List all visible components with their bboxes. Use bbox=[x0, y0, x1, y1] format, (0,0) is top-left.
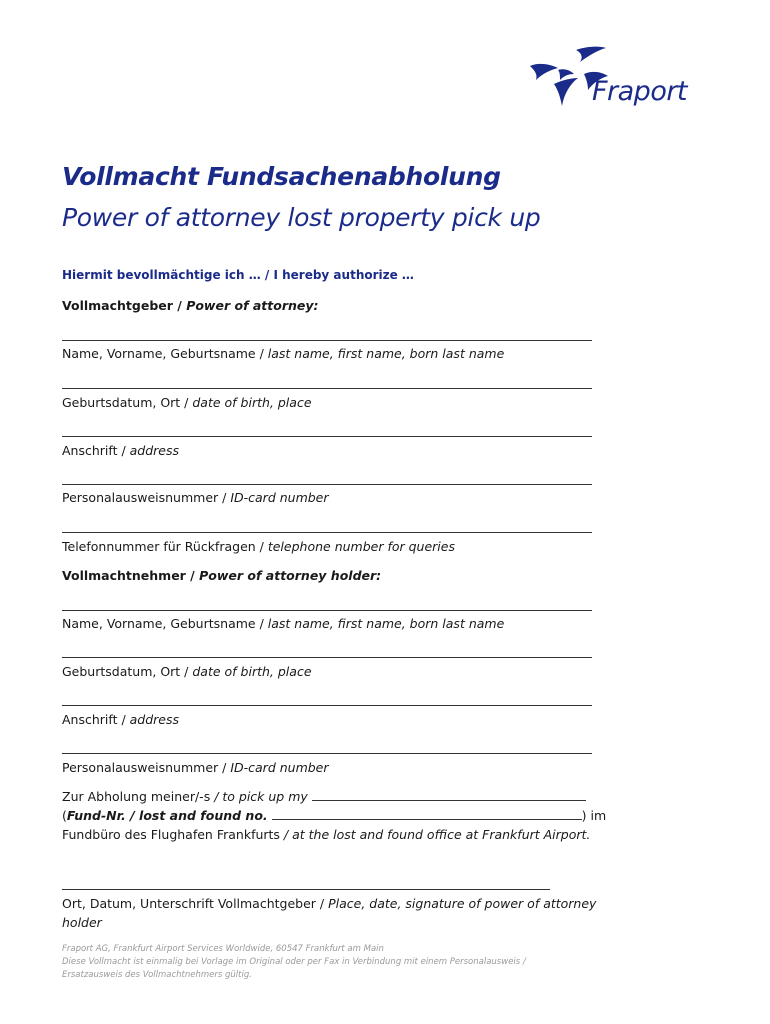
holder-heading-en: Power of attorney holder: bbox=[199, 568, 382, 583]
lost-found-number-input[interactable] bbox=[272, 809, 582, 820]
fraport-logo bbox=[528, 44, 713, 124]
holder-address-label bbox=[62, 712, 179, 727]
signature-label-en: Place, date, signature of power of attorney holder bbox=[62, 896, 597, 930]
label-en: telephone number for queries bbox=[267, 539, 455, 554]
holder-heading bbox=[62, 568, 381, 583]
paren-close: ) im bbox=[581, 808, 607, 823]
grantor-id-label bbox=[62, 490, 329, 505]
label-de: Anschrift / bbox=[62, 443, 130, 458]
label-en: date of birth, place bbox=[192, 664, 312, 679]
label-en: ID-card number bbox=[230, 760, 329, 775]
grantor-birth-input[interactable] bbox=[62, 388, 592, 389]
label-de: Personalausweisnummer / bbox=[62, 760, 231, 775]
footer bbox=[62, 943, 582, 982]
label-en: last name, first name, born last name bbox=[267, 616, 505, 631]
label-en: address bbox=[129, 443, 180, 458]
label-de: Name, Vorname, Geburtsname / bbox=[62, 346, 268, 361]
label-en: ID-card number bbox=[230, 490, 329, 505]
office-text-de: Fundbüro des Flughafen Frankfurts bbox=[62, 827, 284, 842]
label-en: address bbox=[129, 712, 180, 727]
label-en: date of birth, place bbox=[192, 395, 312, 410]
title-english: Power of attorney lost property pick up bbox=[62, 203, 541, 232]
signature-input[interactable] bbox=[62, 889, 550, 890]
holder-name-label bbox=[62, 616, 504, 631]
holder-birth-label bbox=[62, 664, 312, 679]
holder-heading-de: Vollmachtnehmer / bbox=[62, 568, 200, 583]
paren-open: ( bbox=[62, 808, 67, 823]
pickup-line-2 bbox=[62, 808, 607, 823]
grantor-phone-input[interactable] bbox=[62, 532, 592, 533]
pickup-line-1 bbox=[62, 789, 602, 804]
intro-text: Hiermit bevollmächtige ich … / I hereby authorize … bbox=[62, 268, 414, 282]
holder-birth-input[interactable] bbox=[62, 657, 592, 658]
grantor-heading-en: Power of attorney: bbox=[186, 298, 319, 313]
label-de: Personalausweisnummer / bbox=[62, 490, 231, 505]
grantor-heading-de: Vollmachtgeber / bbox=[62, 298, 187, 313]
label-de: Geburtsdatum, Ort / bbox=[62, 664, 193, 679]
label-de: Anschrift / bbox=[62, 712, 130, 727]
signature-label-de: Ort, Datum, Unterschrift Vollmachtgeber / bbox=[62, 896, 329, 911]
holder-id-label bbox=[62, 760, 329, 775]
title-german: Vollmacht Fundsachenabholung bbox=[62, 162, 501, 191]
grantor-birth-label bbox=[62, 395, 312, 410]
logo-text: Fraport bbox=[592, 76, 688, 107]
pickup-item-input[interactable] bbox=[312, 790, 586, 801]
pickup-line-3 bbox=[62, 827, 602, 842]
grantor-id-input[interactable] bbox=[62, 484, 592, 485]
label-de: Name, Vorname, Geburtsname / bbox=[62, 616, 268, 631]
label-de: Telefonnummer für Rückfragen / bbox=[62, 539, 268, 554]
grantor-heading bbox=[62, 298, 319, 313]
holder-name-input[interactable] bbox=[62, 610, 592, 611]
grantor-address-input[interactable] bbox=[62, 436, 592, 437]
grantor-phone-label bbox=[62, 539, 455, 554]
grantor-address-label bbox=[62, 443, 179, 458]
pickup-text-de: Zur Abholung meiner/-s bbox=[62, 789, 215, 804]
signature-label bbox=[62, 894, 602, 932]
grantor-name-label bbox=[62, 346, 504, 361]
holder-address-input[interactable] bbox=[62, 705, 592, 706]
lost-found-label: Fund-Nr. / lost and found no. bbox=[66, 808, 268, 823]
office-text-en: / at the lost and found office at Frankfurt Airport. bbox=[283, 827, 591, 842]
label-en: last name, first name, born last name bbox=[267, 346, 505, 361]
footer-validity-note: Diese Vollmacht ist einmalig bei Vorlage im Original oder per Fax in Verbindung mit einem Personalausweis / Ersatzausweis des Vollmachtnehmers gültig. bbox=[62, 957, 526, 980]
holder-id-input[interactable] bbox=[62, 753, 592, 754]
grantor-name-input[interactable] bbox=[62, 340, 592, 341]
pickup-text-en: / to pick up my bbox=[214, 789, 308, 804]
label-de: Geburtsdatum, Ort / bbox=[62, 395, 193, 410]
footer-address: Fraport AG, Frankfurt Airport Services Worldwide, 60547 Frankfurt am Main bbox=[62, 944, 384, 954]
